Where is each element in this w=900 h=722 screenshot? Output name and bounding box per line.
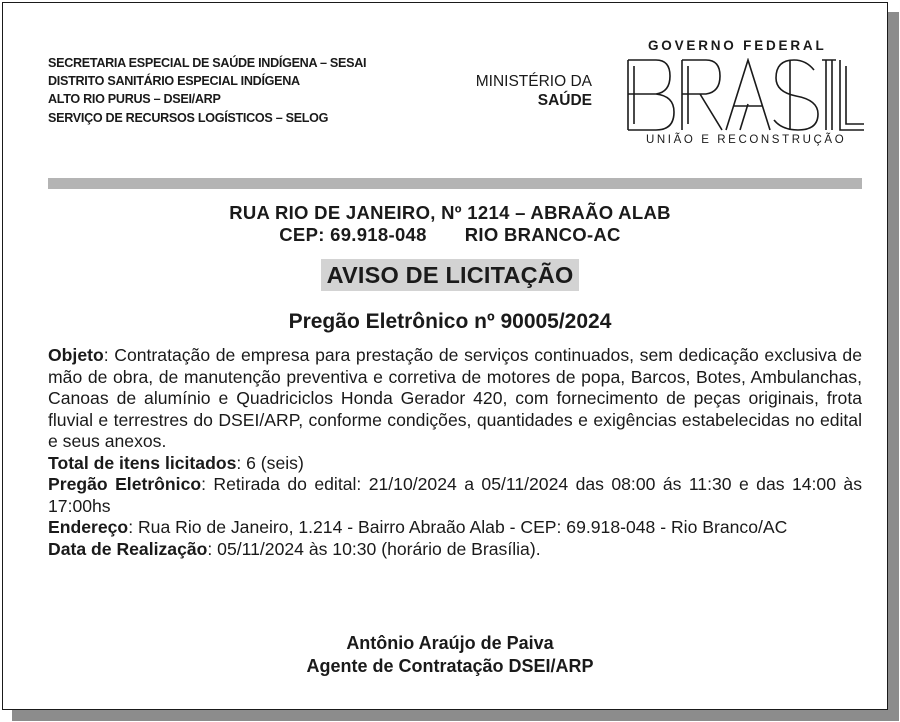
total-paragraph [48,453,862,475]
notice-title-wrap [0,259,900,291]
organization-block [48,54,366,127]
total-text: : 6 (seis) [236,452,304,473]
endereco-text: : Rua Rio de Janeiro, 1.214 - Bairro Abraão Alab - CEP: 69.918-048 - Rio Branco/AC [128,517,788,537]
ministry-line1: MINISTÉRIO DA [475,73,592,90]
pregao-text: : Retirada do edital: 21/10/2024 a 05/11/2024 das 08:00 ás 11:30 e das 14:00 às 17:00hs [48,474,863,516]
total-label: Total de itens licitados [48,452,237,473]
address-cep-city [0,224,900,246]
data-text: : 05/11/2024 às 10:30 (horário de Brasília). [207,538,541,559]
pregao-title: Pregão Eletrônico nº 90005/2024 [288,310,612,333]
endereco-paragraph [48,517,862,539]
ministry-logo [452,72,592,110]
address-line: RUA RIO DE JANEIRO, Nº 1214 – ABRAÃO ALAB [229,202,671,223]
address-city: RIO BRANCO-AC [464,224,621,245]
govt-top-text: GOVERNO FEDERAL [648,38,827,53]
address-cep: CEP: 69.918-048 [279,224,427,245]
signatory-role: Agente de Contratação DSEI/ARP [306,656,594,676]
pregao-paragraph [48,474,862,517]
org-line: DISTRITO SANITÁRIO ESPECIAL INDÍGENA [48,74,300,89]
ministry-line2: SAÚDE [537,92,592,109]
data-paragraph [48,539,862,561]
objeto-label: Objeto [48,345,104,365]
endereco-label: Endereço [48,517,129,537]
pregao-label: Pregão Eletrônico [48,474,202,494]
signatory-name: Antônio Araújo de Paiva [346,633,554,653]
objeto-text: : Contratação de empresa para prestação de serviços continuados, sem dedicação exclusiva de mão de obra, de manutenção preventiva e corretiva de motores de popa, Barcos, Botes, Ambulanchas, Canoas de alumínio e Quadriciclos Honda Gerador 420, com fornecimento de peças originais, frota fluvial e terrestres do DSEI/ARP, conforme condições, quantidades e exigências estabelecidas no edital e seus anexos. [48,345,862,451]
objeto-paragraph [48,345,862,453]
header-divider [48,178,862,189]
org-line: SECRETARIA ESPECIAL DE SAÚDE INDÍGENA – SESAI [48,56,367,70]
govt-bottom-text: UNIÃO E RECONSTRUÇÃO [646,134,847,146]
data-label: Data de Realização [48,538,208,559]
notice-body [48,345,862,560]
notice-title: AVISO DE LICITAÇÃO [321,259,580,291]
brasil-wordmark [626,58,866,132]
org-line: SERVIÇO DE RECURSOS LOGÍSTICOS – SELOG [48,110,329,125]
org-line: ALTO RIO PURUS – DSEI/ARP [48,92,221,107]
